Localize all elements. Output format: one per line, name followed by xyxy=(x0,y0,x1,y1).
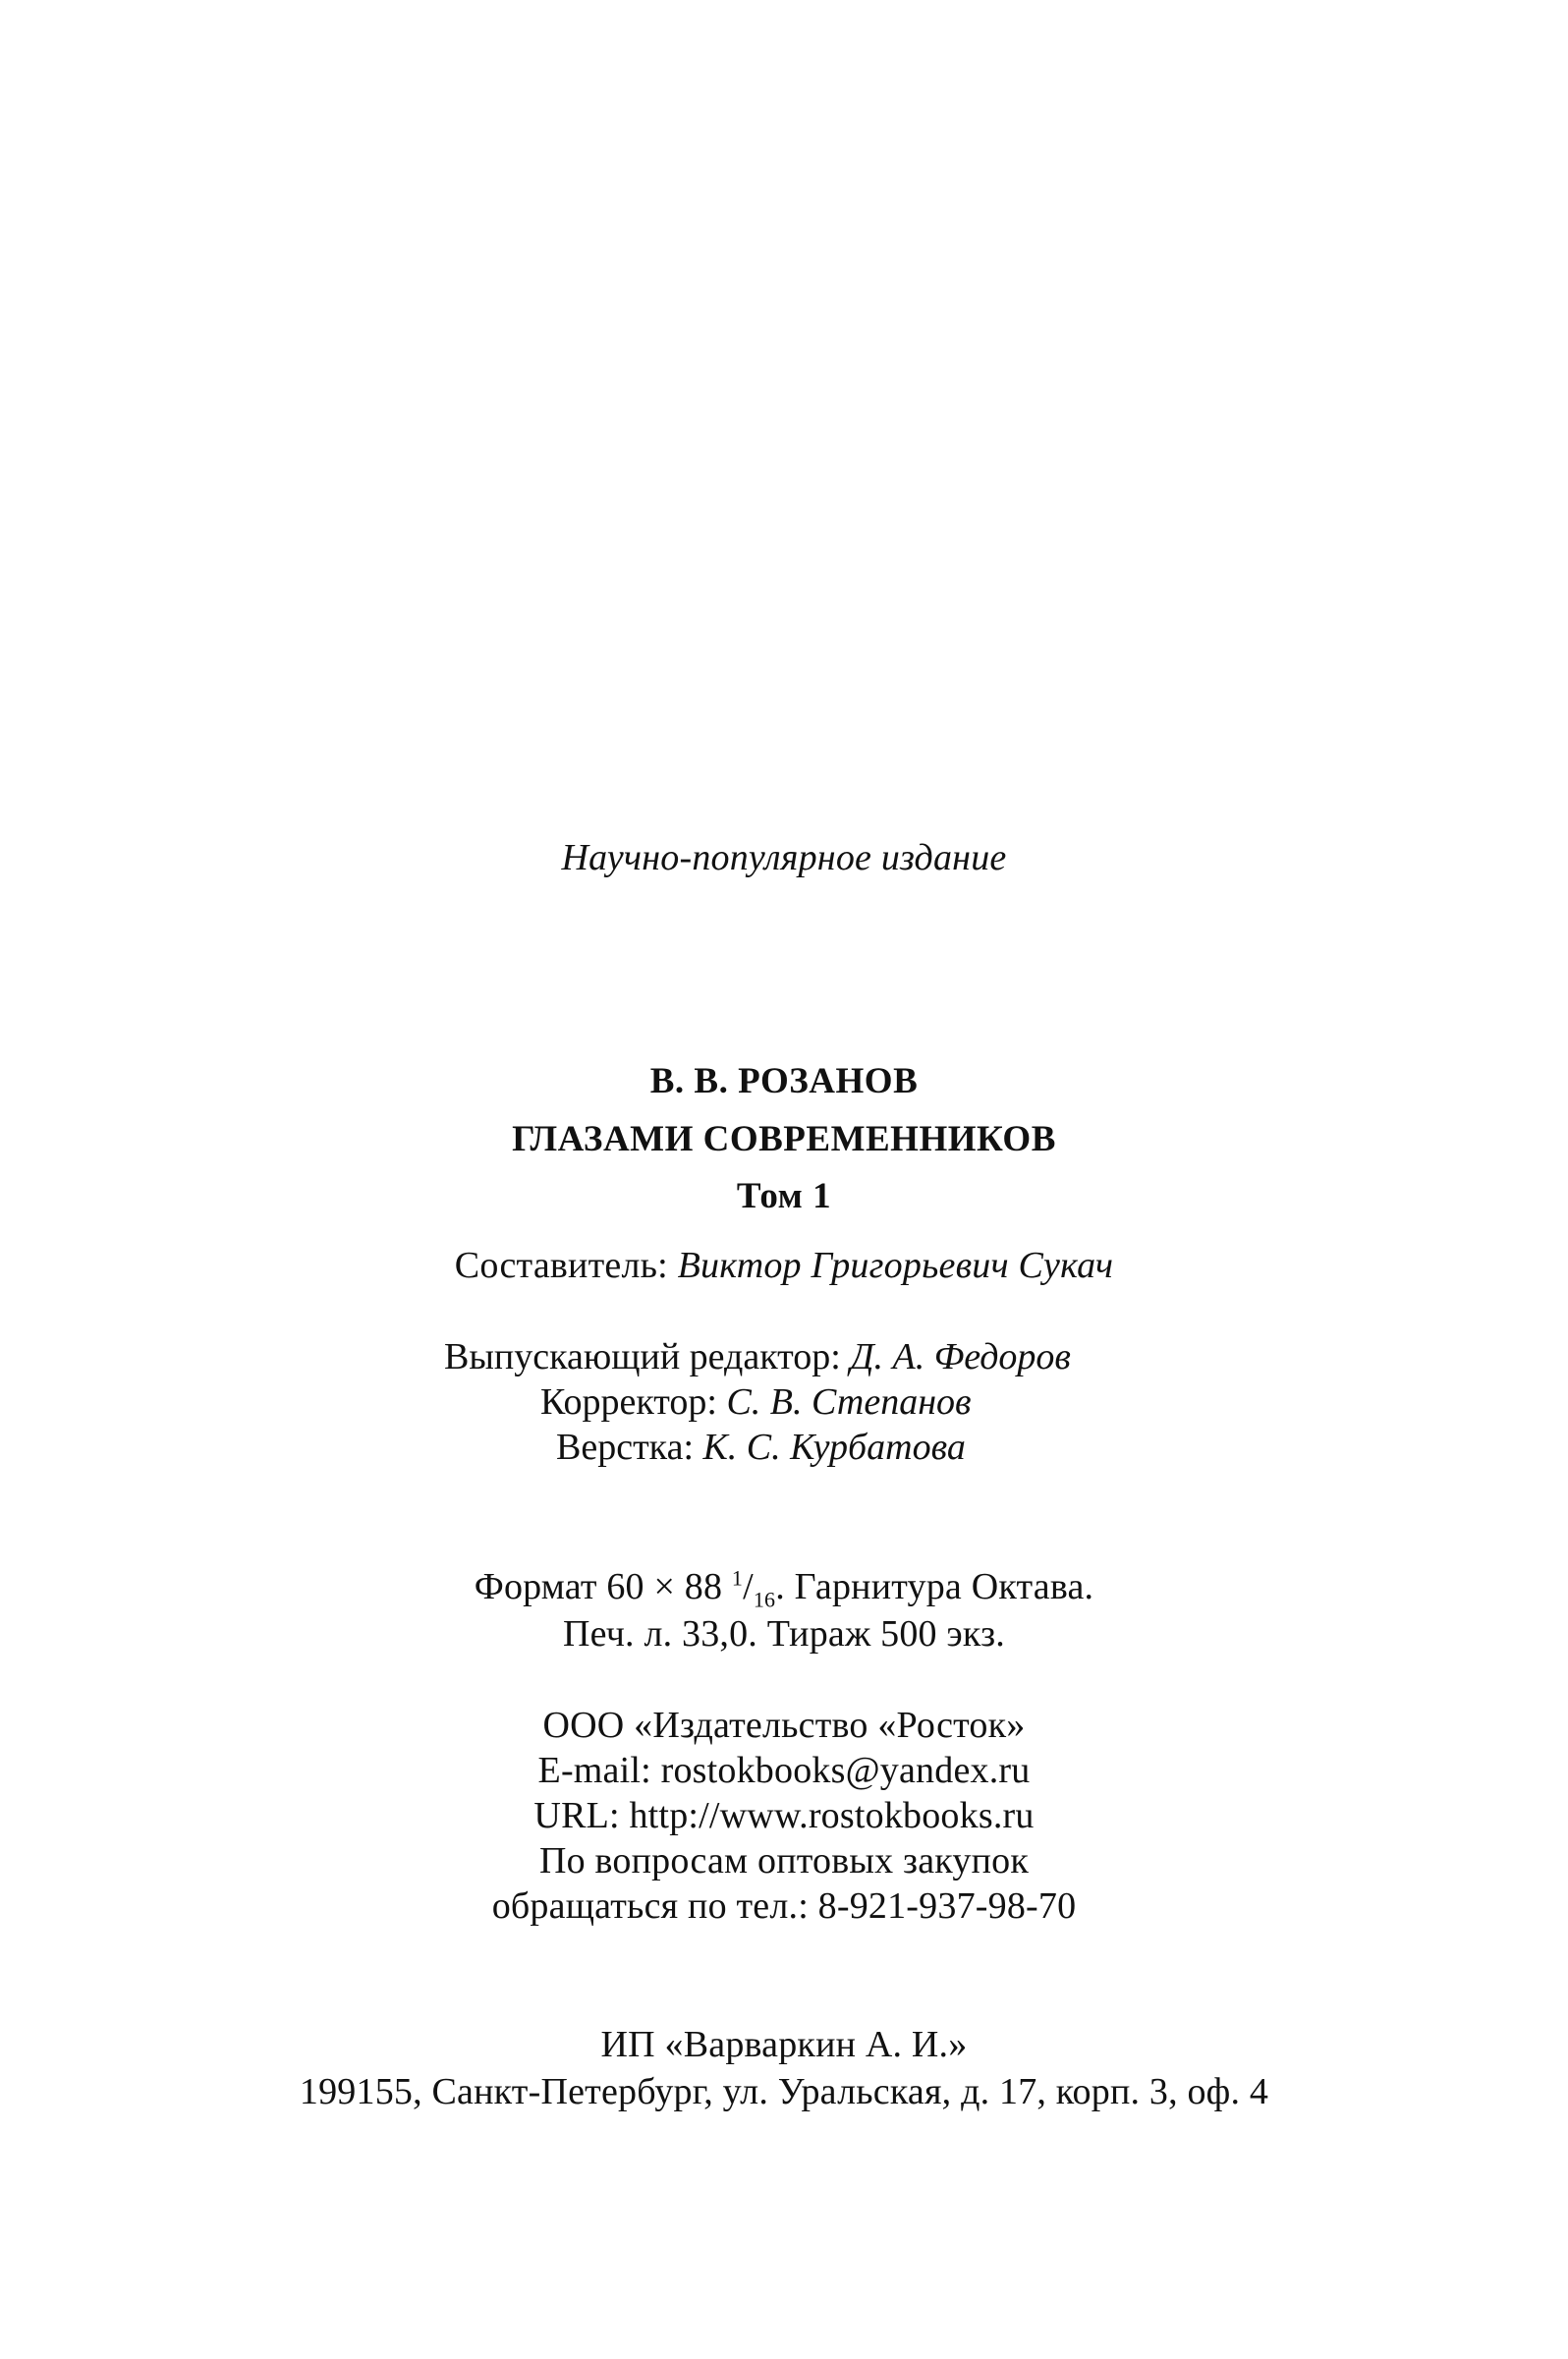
wholesale-line-2: обращаться по тел.: 8-921-937-98-70 xyxy=(491,1885,1077,1927)
book-title: ГЛАЗАМИ СОВРЕМЕННИКОВ xyxy=(512,1119,1056,1159)
staff-layout xyxy=(556,1425,966,1470)
printer-name: ИП «Варваркин А. И.» xyxy=(600,2024,968,2065)
book-author: В. В. РОЗАНОВ xyxy=(649,1061,919,1101)
staff-editor-name: Д. А. Федоров xyxy=(850,1336,1071,1377)
format-fraction-denominator: 16 xyxy=(753,1587,776,1612)
print-run-line: Печ. л. 33,0. Тираж 500 экз. xyxy=(562,1613,1006,1655)
compiler-label: Составитель: xyxy=(454,1245,668,1286)
compiler-line xyxy=(0,1243,1568,1288)
printer-address: 199155, Санкт-Петербург, ул. Уральская, д. 17, корп. 3, оф. 4 xyxy=(299,2071,1269,2112)
format-fraction-slash: / xyxy=(743,1566,754,1607)
staff-editor xyxy=(444,1334,1071,1379)
staff-corrector-label: Корректор: xyxy=(540,1381,717,1423)
publisher-email: E-mail: rostokbooks@yandex.ru xyxy=(537,1750,1031,1791)
edition-type: Научно-популярное издание xyxy=(561,837,1007,878)
staff-layout-label: Верстка: xyxy=(556,1427,694,1468)
book-volume: Том 1 xyxy=(736,1176,832,1216)
publisher-url: URL: http://www.rostokbooks.ru xyxy=(533,1795,1035,1836)
format-line xyxy=(0,1564,1568,1612)
format-prefix: Формат 60 × 88 xyxy=(474,1566,732,1607)
staff-corrector-name: С. В. Степанов xyxy=(726,1381,972,1423)
staff-editor-label: Выпускающий редактор: xyxy=(444,1336,841,1377)
format-fraction-numerator: 1 xyxy=(731,1565,744,1591)
staff-corrector xyxy=(540,1379,972,1425)
staff-layout-name: К. С. Курбатова xyxy=(702,1427,966,1468)
compiler-name: Виктор Григорьевич Сукач xyxy=(677,1245,1114,1286)
publisher-name: ООО «Издательство «Росток» xyxy=(542,1705,1026,1746)
format-suffix: . Гарнитура Октава. xyxy=(775,1566,1094,1607)
wholesale-line-1: По вопросам оптовых закупок xyxy=(538,1840,1030,1882)
